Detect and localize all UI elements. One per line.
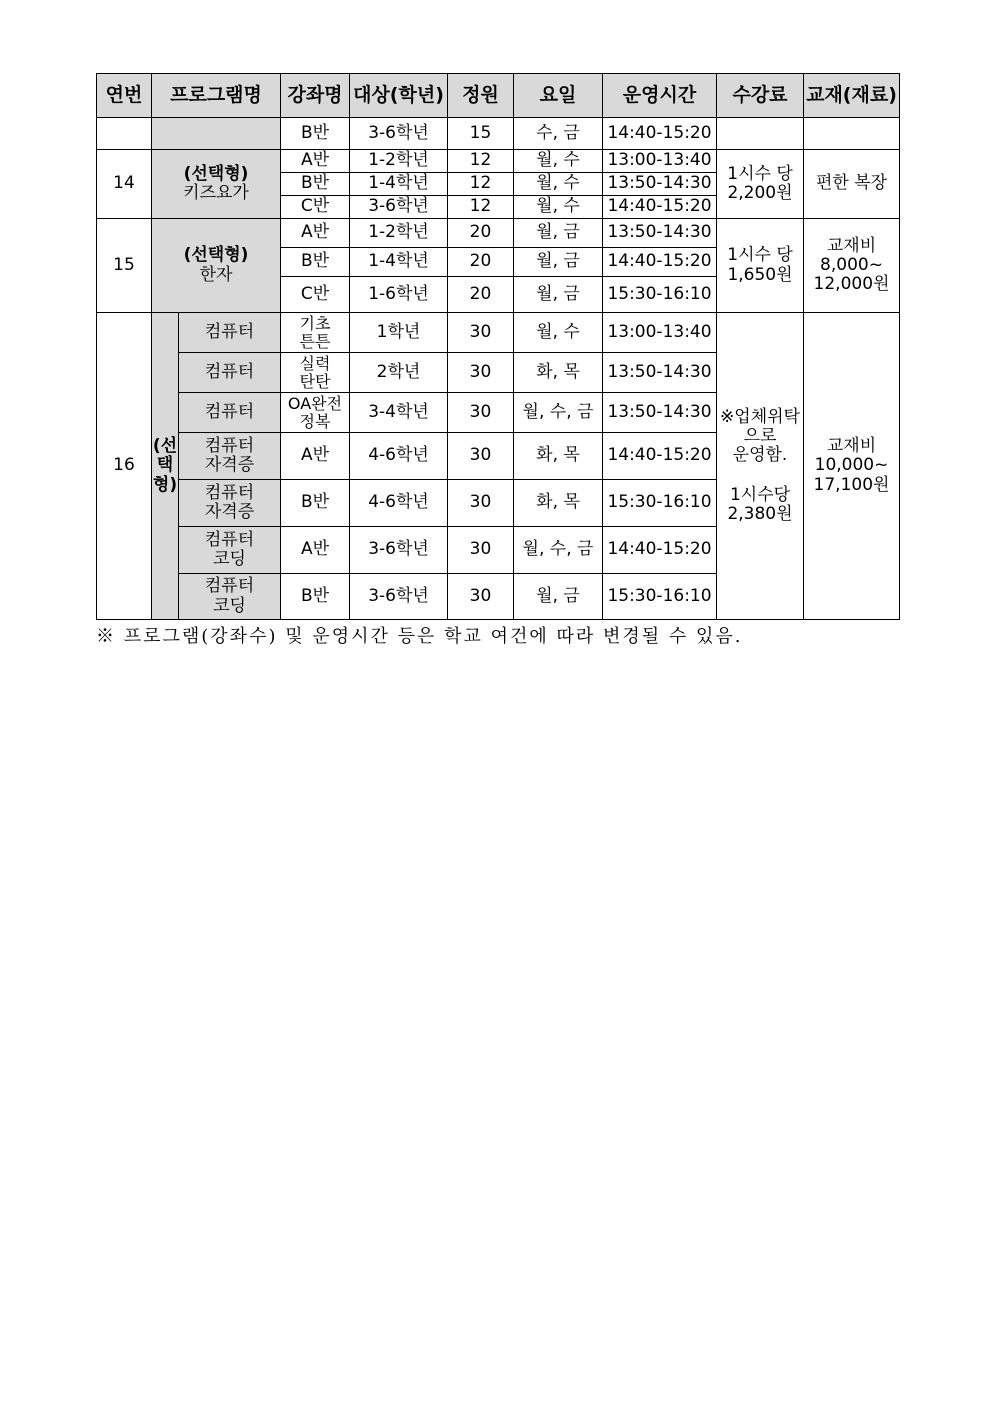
program-name-line: 자격증 xyxy=(204,502,255,522)
class-line: OA완전 xyxy=(287,393,343,413)
capacity-cell: 12 xyxy=(448,150,514,173)
material-empty xyxy=(804,118,900,150)
program-name-cell xyxy=(179,433,281,480)
program-type-char: 형) xyxy=(152,474,178,495)
time-cell: 13:50-14:30 xyxy=(603,173,717,196)
fee-line: 2,380원 xyxy=(727,503,793,524)
grade-cell: 1학년 xyxy=(350,313,448,353)
grade-cell: 2학년 xyxy=(350,353,448,393)
days-cell: 월, 수 xyxy=(514,150,603,173)
fee-line: ※업체위탁 xyxy=(720,407,800,428)
time-cell: 13:00-13:40 xyxy=(603,150,717,173)
fee-line: 2,200원 xyxy=(727,183,793,203)
class-cell: B반 xyxy=(281,173,350,196)
class-cell: B반 xyxy=(281,574,350,620)
program-name-line: 자격증 xyxy=(204,455,255,475)
days-cell: 월, 금 xyxy=(514,248,603,277)
program-name-cell: 컴퓨터 xyxy=(179,313,281,353)
material-line: 교재비 xyxy=(826,235,877,256)
header-program: 프로그램명 xyxy=(152,74,281,118)
header-class: 강좌명 xyxy=(281,74,350,118)
time-cell: 13:00-13:40 xyxy=(603,313,717,353)
table-row xyxy=(97,150,900,173)
grade-cell: 1-4학년 xyxy=(350,248,448,277)
header-no: 연번 xyxy=(97,74,152,118)
material-line: 8,000~ xyxy=(820,254,883,275)
program-name-line: 컴퓨터 xyxy=(204,435,255,456)
capacity-cell: 30 xyxy=(448,527,514,574)
fee-line: 으로 xyxy=(743,426,777,447)
days-cell: 월, 수 xyxy=(514,173,603,196)
program-name-line: 컴퓨터 xyxy=(204,482,255,503)
program-name-line: 코딩 xyxy=(213,595,246,616)
class-line: 기초 xyxy=(299,313,331,333)
header-days: 요일 xyxy=(514,74,603,118)
days-cell: 월, 금 xyxy=(514,277,603,313)
program-name-cell: 컴퓨터 xyxy=(179,393,281,433)
capacity-cell: 30 xyxy=(448,433,514,480)
grade-cell: 3-4학년 xyxy=(350,393,448,433)
program-type-vertical xyxy=(152,313,179,620)
class-cell: B반 xyxy=(281,248,350,277)
header-row xyxy=(97,74,900,118)
row-no-empty xyxy=(97,118,152,150)
time-cell: 14:40-15:20 xyxy=(603,433,717,480)
time-cell: 13:50-14:30 xyxy=(603,219,717,248)
time-cell: 15:30-16:10 xyxy=(603,574,717,620)
program-name-line: 컴퓨터 xyxy=(204,529,255,550)
grade-cell: 3-6학년 xyxy=(350,574,448,620)
program-type-char: 택 xyxy=(156,455,174,476)
program-name-cell xyxy=(179,527,281,574)
fee-cell xyxy=(717,150,804,219)
time-cell: 14:40-15:20 xyxy=(603,118,717,150)
grade-cell: 1-2학년 xyxy=(350,150,448,173)
time-cell: 13:50-14:30 xyxy=(603,353,717,393)
capacity-cell: 20 xyxy=(448,219,514,248)
days-cell: 월, 금 xyxy=(514,574,603,620)
capacity-cell: 30 xyxy=(448,574,514,620)
fee-cell xyxy=(717,219,804,313)
program-type: (선택형) xyxy=(183,163,249,184)
time-cell: 14:40-15:20 xyxy=(603,248,717,277)
material-line: 12,000원 xyxy=(813,274,890,295)
table-row xyxy=(97,313,900,353)
program-name: 키즈요가 xyxy=(183,183,249,203)
capacity-cell: 12 xyxy=(448,173,514,196)
grade-cell: 1-6학년 xyxy=(350,277,448,313)
time-cell: 13:50-14:30 xyxy=(603,393,717,433)
class-line: 튼튼 xyxy=(299,331,331,351)
days-cell: 월, 수, 금 xyxy=(514,393,603,433)
time-cell: 15:30-16:10 xyxy=(603,480,717,527)
program-schedule-table xyxy=(96,73,900,620)
header-time: 운영시간 xyxy=(603,74,717,118)
grade-cell: 4-6학년 xyxy=(350,433,448,480)
fee-line: 1,650원 xyxy=(727,264,793,285)
class-line: 정복 xyxy=(299,411,331,431)
fee-line: 1시수 당 xyxy=(727,163,793,184)
table-row xyxy=(97,219,900,248)
header-capacity: 정원 xyxy=(448,74,514,118)
class-cell: B반 xyxy=(281,118,350,150)
capacity-cell: 20 xyxy=(448,248,514,277)
fee-line: 운영함. xyxy=(732,445,788,466)
program-name-cell xyxy=(179,480,281,527)
fee-empty xyxy=(717,118,804,150)
class-cell xyxy=(281,353,350,393)
program-name-cell xyxy=(179,574,281,620)
class-cell: B반 xyxy=(281,480,350,527)
header-fee: 수강료 xyxy=(717,74,804,118)
header-grade: 대상(학년) xyxy=(350,74,448,118)
grade-cell: 3-6학년 xyxy=(350,118,448,150)
days-cell: 수, 금 xyxy=(514,118,603,150)
program-name-line: 코딩 xyxy=(213,549,246,569)
class-cell: C반 xyxy=(281,277,350,313)
days-cell: 화, 목 xyxy=(514,480,603,527)
days-cell: 월, 수, 금 xyxy=(514,527,603,574)
class-cell: A반 xyxy=(281,527,350,574)
fee-line: 1시수 당 xyxy=(727,245,793,266)
material-cell xyxy=(804,313,900,620)
table-row xyxy=(97,118,900,150)
program-type-char: (선 xyxy=(152,436,178,457)
class-line: 탄탄 xyxy=(299,371,331,391)
row-no: 16 xyxy=(97,313,152,620)
capacity-cell: 30 xyxy=(448,480,514,527)
days-cell: 월, 금 xyxy=(514,219,603,248)
days-cell: 화, 목 xyxy=(514,353,603,393)
footnote: ※ 프로그램(강좌수) 및 운영시간 등은 학교 여건에 따라 변경될 수 있음. xyxy=(96,626,743,647)
row-no: 15 xyxy=(97,219,152,313)
program-name-cell xyxy=(152,150,281,219)
class-cell: A반 xyxy=(281,219,350,248)
row-no: 14 xyxy=(97,150,152,219)
days-cell: 화, 목 xyxy=(514,433,603,480)
material-line: 10,000~ xyxy=(814,455,889,476)
class-cell: C반 xyxy=(281,196,350,219)
days-cell: 월, 수 xyxy=(514,313,603,353)
class-cell: A반 xyxy=(281,433,350,480)
fee-cell xyxy=(717,313,804,620)
program-name-cell: 컴퓨터 xyxy=(179,353,281,393)
program-name-line: 컴퓨터 xyxy=(204,576,255,597)
header-material: 교재(재료) xyxy=(804,74,900,118)
grade-cell: 4-6학년 xyxy=(350,480,448,527)
grade-cell: 1-4학년 xyxy=(350,173,448,196)
capacity-cell: 12 xyxy=(448,196,514,219)
material-cell xyxy=(804,219,900,313)
fee-line: 1시수당 xyxy=(729,484,791,505)
class-cell xyxy=(281,313,350,353)
days-cell: 월, 수 xyxy=(514,196,603,219)
class-cell: A반 xyxy=(281,150,350,173)
program-name: 한자 xyxy=(199,264,233,285)
material-cell: 편한 복장 xyxy=(804,150,900,219)
program-name-cell xyxy=(152,219,281,313)
capacity-cell: 15 xyxy=(448,118,514,150)
program-type: (선택형) xyxy=(183,245,249,266)
time-cell: 15:30-16:10 xyxy=(603,277,717,313)
time-cell: 14:40-15:20 xyxy=(603,196,717,219)
grade-cell: 1-2학년 xyxy=(350,219,448,248)
grade-cell: 3-6학년 xyxy=(350,196,448,219)
time-cell: 14:40-15:20 xyxy=(603,527,717,574)
capacity-cell: 30 xyxy=(448,313,514,353)
grade-cell: 3-6학년 xyxy=(350,527,448,574)
capacity-cell: 20 xyxy=(448,277,514,313)
material-line: 교재비 xyxy=(826,436,877,457)
capacity-cell: 30 xyxy=(448,353,514,393)
material-line: 17,100원 xyxy=(813,474,890,495)
class-line: 실력 xyxy=(299,353,331,373)
capacity-cell: 30 xyxy=(448,393,514,433)
program-name-empty xyxy=(152,118,281,150)
class-cell xyxy=(281,393,350,433)
